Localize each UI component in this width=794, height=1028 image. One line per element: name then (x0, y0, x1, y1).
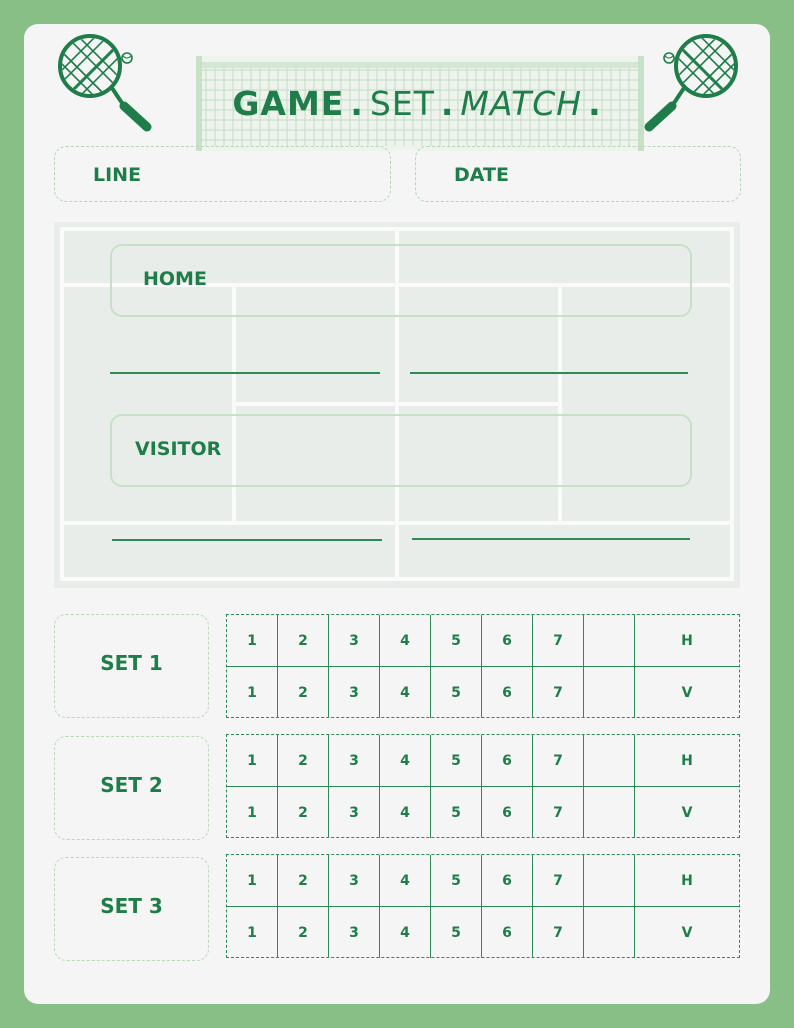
title-match: MATCH (460, 84, 583, 123)
game-cell[interactable]: 6 (482, 735, 533, 786)
score-row-home (227, 855, 739, 906)
game-cell[interactable]: 6 (482, 907, 533, 958)
game-cell[interactable]: 2 (278, 907, 329, 958)
game-cell[interactable]: 4 (380, 667, 431, 718)
score-row-home (227, 735, 739, 786)
home-player-1-line[interactable] (110, 372, 380, 374)
home-field[interactable] (110, 244, 692, 317)
game-cell[interactable]: 2 (278, 787, 329, 838)
set-1-score-grid (226, 614, 740, 718)
score-row-visitor (227, 786, 739, 838)
game-cell[interactable]: 7 (533, 907, 584, 958)
game-cell[interactable]: 4 (380, 735, 431, 786)
game-cell[interactable]: 4 (380, 907, 431, 958)
game-cell[interactable]: 1 (227, 615, 278, 666)
title-dot: . (350, 84, 364, 123)
game-cell[interactable]: 3 (329, 667, 380, 718)
title-game: GAME (232, 84, 345, 123)
game-cell[interactable]: 2 (278, 735, 329, 786)
side-cell-visitor[interactable]: V (681, 804, 693, 821)
date-field[interactable] (415, 146, 741, 202)
game-cell[interactable]: 7 (533, 667, 584, 718)
game-cell[interactable]: 5 (431, 907, 482, 958)
set-2-label-box (54, 736, 209, 840)
page-title (196, 79, 644, 129)
set-1-label-box (54, 614, 209, 718)
game-cell[interactable]: 1 (227, 667, 278, 718)
game-cell[interactable]: 6 (482, 615, 533, 666)
tennis-court (54, 222, 740, 588)
blank-cell[interactable] (584, 735, 635, 786)
game-cell[interactable]: 6 (482, 787, 533, 838)
game-cell[interactable]: 5 (431, 735, 482, 786)
game-cell[interactable]: 7 (533, 787, 584, 838)
game-cell[interactable]: 5 (431, 615, 482, 666)
side-cell-visitor[interactable]: V (681, 924, 693, 941)
side-cell-home[interactable]: H (681, 872, 693, 889)
set-2-score-grid (226, 734, 740, 838)
home-label: HOME (143, 268, 207, 290)
score-row-visitor (227, 906, 739, 958)
set-3-score-grid (226, 854, 740, 958)
title-dot: . (440, 84, 455, 123)
score-row-visitor (227, 666, 739, 718)
game-cell[interactable]: 1 (227, 907, 278, 958)
set-3-label-box (54, 857, 209, 961)
game-cell[interactable]: 5 (431, 855, 482, 906)
title-set: SET (369, 84, 435, 123)
game-cell[interactable]: 4 (380, 615, 431, 666)
game-cell[interactable]: 3 (329, 855, 380, 906)
game-cell[interactable]: 3 (329, 735, 380, 786)
tennis-racket-icon (634, 32, 744, 142)
tennis-racket-icon (52, 32, 162, 142)
side-cell-visitor[interactable]: V (681, 684, 693, 701)
game-cell[interactable]: 7 (533, 615, 584, 666)
game-cell[interactable]: 2 (278, 855, 329, 906)
score-sheet (24, 24, 770, 1004)
game-cell[interactable]: 7 (533, 735, 584, 786)
visitor-player-2-line[interactable] (412, 538, 690, 540)
visitor-label: VISITOR (135, 438, 222, 460)
blank-cell[interactable] (584, 907, 635, 958)
game-cell[interactable]: 1 (227, 855, 278, 906)
blank-cell[interactable] (584, 615, 635, 666)
game-cell[interactable]: 5 (431, 787, 482, 838)
score-row-home (227, 615, 739, 666)
game-cell[interactable]: 5 (431, 667, 482, 718)
set-label: SET 3 (100, 894, 163, 918)
side-cell-home[interactable]: H (681, 752, 693, 769)
visitor-player-1-line[interactable] (112, 539, 382, 541)
blank-cell[interactable] (584, 855, 635, 906)
game-cell[interactable]: 2 (278, 667, 329, 718)
game-cell[interactable]: 6 (482, 667, 533, 718)
game-cell[interactable]: 6 (482, 855, 533, 906)
line-label: LINE (93, 164, 142, 186)
side-cell-home[interactable]: H (681, 632, 693, 649)
blank-cell[interactable] (584, 787, 635, 838)
game-cell[interactable]: 4 (380, 787, 431, 838)
game-cell[interactable]: 3 (329, 787, 380, 838)
line-field[interactable] (54, 146, 391, 202)
set-label: SET 1 (100, 651, 163, 675)
game-cell[interactable]: 3 (329, 907, 380, 958)
title-dot: . (588, 84, 602, 123)
home-player-2-line[interactable] (410, 372, 688, 374)
game-cell[interactable]: 2 (278, 615, 329, 666)
game-cell[interactable]: 1 (227, 787, 278, 838)
game-cell[interactable]: 3 (329, 615, 380, 666)
blank-cell[interactable] (584, 667, 635, 718)
game-cell[interactable]: 1 (227, 735, 278, 786)
game-cell[interactable]: 7 (533, 855, 584, 906)
set-label: SET 2 (100, 773, 163, 797)
visitor-field[interactable] (110, 414, 692, 487)
date-label: DATE (454, 164, 509, 186)
game-cell[interactable]: 4 (380, 855, 431, 906)
